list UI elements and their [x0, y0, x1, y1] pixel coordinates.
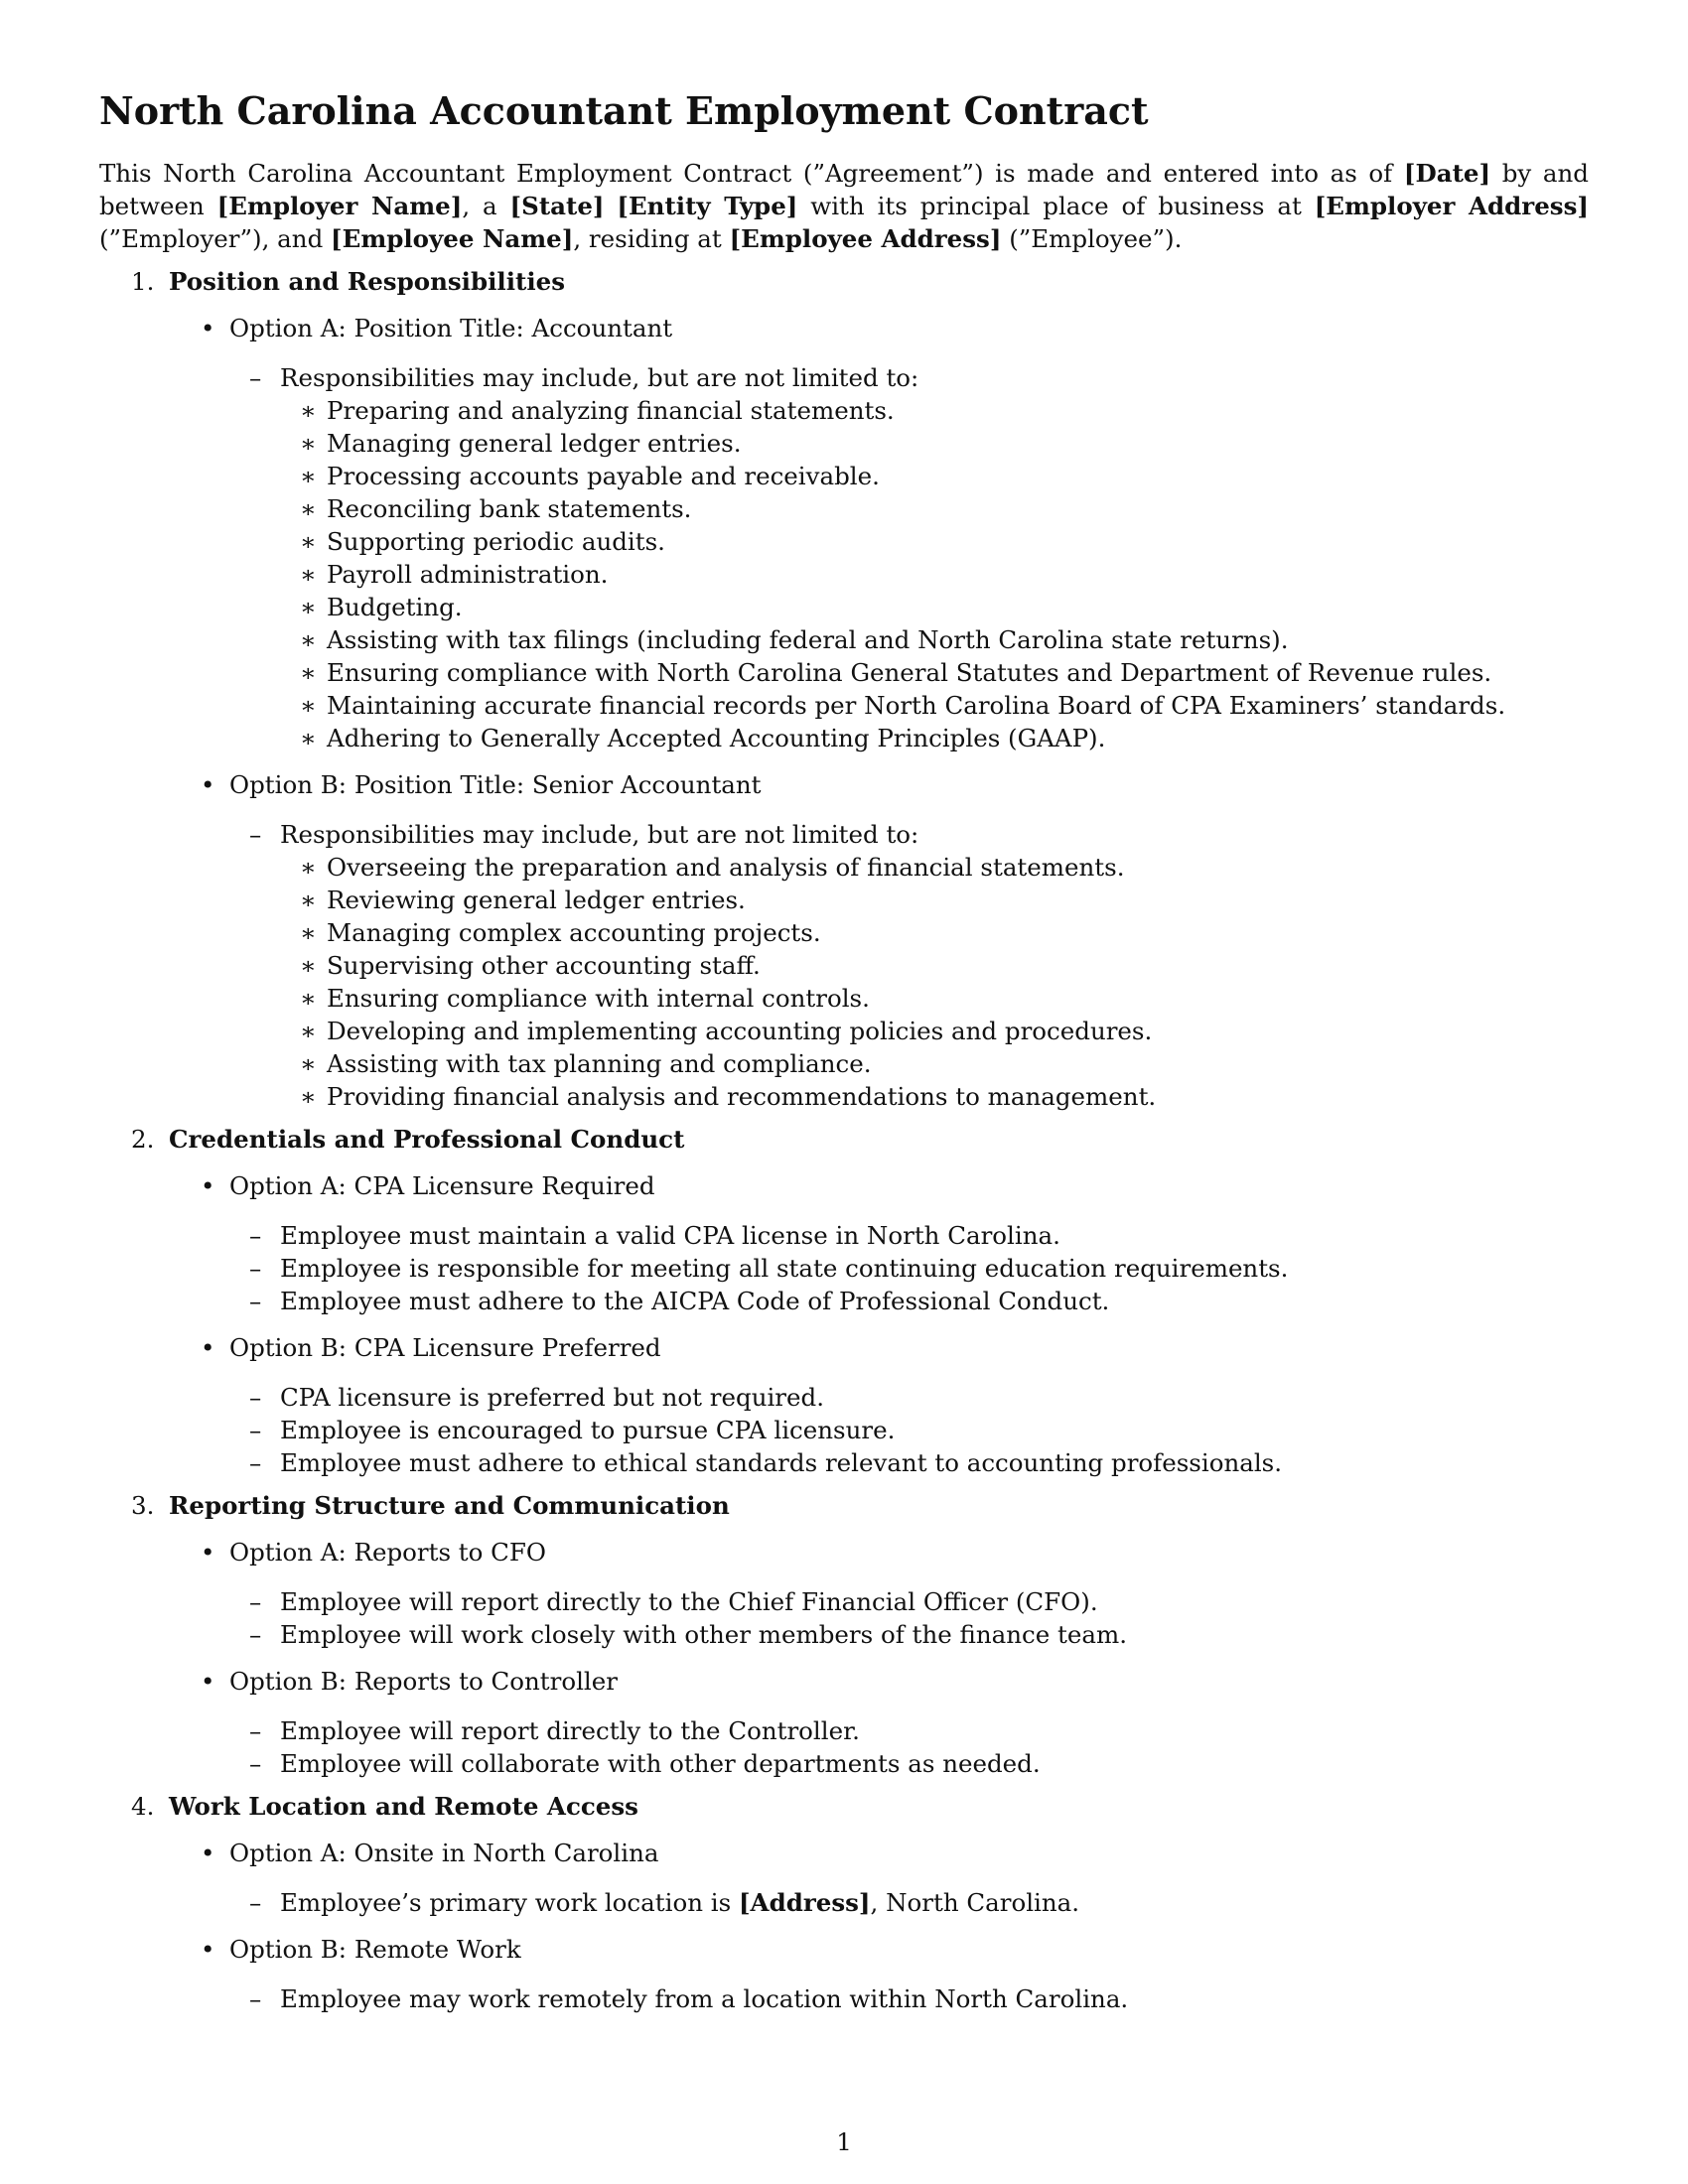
- option-1a: [99, 312, 1589, 344]
- asterisk-icon: ∗: [300, 494, 317, 523]
- dash-icon: –: [249, 1254, 262, 1283]
- sub-item-text: Employee may work remotely from a location within North Carolina.: [280, 1984, 1129, 2013]
- document-page: [99, 87, 1589, 2015]
- option-label: Option A: Onsite in North Carolina: [229, 1839, 659, 1867]
- list-item-text: Maintaining accurate financial records per North Carolina Board of CPA Examiners’ standards.: [327, 691, 1506, 720]
- list-item: [99, 689, 1589, 722]
- list-item: [99, 591, 1589, 623]
- list-item: [99, 884, 1589, 916]
- intro-text: , a: [462, 192, 510, 220]
- sub-item-text: Employee will collaborate with other departments as needed.: [280, 1749, 1041, 1778]
- intro-paragraph: [99, 157, 1589, 255]
- sub-item-text: Employee must adhere to ethical standards relevant to accounting professionals.: [280, 1448, 1283, 1477]
- option-4a: [99, 1837, 1589, 1869]
- intro-text: (”Employee”).: [1001, 224, 1183, 253]
- sub-item: [99, 1381, 1589, 1414]
- sub-item-text: Responsibilities may include, but are not limited to:: [280, 363, 919, 392]
- bullet-icon: •: [201, 1171, 215, 1200]
- asterisk-icon: ∗: [300, 1082, 317, 1111]
- sub-item: [99, 1886, 1589, 1919]
- option-4b: [99, 1933, 1589, 1966]
- option-label: Option B: Reports to Controller: [229, 1667, 618, 1696]
- sub-item: [99, 1285, 1589, 1317]
- list-item: [99, 949, 1589, 982]
- asterisk-icon: ∗: [300, 951, 317, 980]
- list-item-text: Supervising other accounting staff.: [327, 951, 761, 980]
- option-1b: [99, 768, 1589, 801]
- dash-icon: –: [249, 820, 262, 849]
- list-item: [99, 1047, 1589, 1080]
- dash-icon: –: [249, 1620, 262, 1649]
- list-item-text: Assisting with tax filings (including federal and North Carolina state returns).: [327, 625, 1289, 654]
- option-2a: [99, 1169, 1589, 1202]
- sub-item-text: , North Carolina.: [870, 1888, 1080, 1917]
- list-item-text: Ensuring compliance with internal controls.: [327, 984, 870, 1013]
- section-number: 2.: [131, 1125, 155, 1154]
- sub-item: [99, 1446, 1589, 1479]
- list-item: [99, 851, 1589, 884]
- intro-text: by and between: [99, 159, 1589, 220]
- dash-icon: –: [249, 1888, 262, 1917]
- section-number: 1.: [131, 267, 155, 296]
- section-title: Reporting Structure and Communication: [169, 1491, 730, 1520]
- dash-icon: –: [249, 1383, 262, 1412]
- list-item: [99, 525, 1589, 558]
- sub-item-text: Employee’s primary work location is: [280, 1888, 739, 1917]
- list-item: [99, 722, 1589, 754]
- list-item-text: Ensuring compliance with North Carolina General Statutes and Department of Revenue rules.: [327, 658, 1492, 687]
- sub-item-text: Employee will work closely with other members of the finance team.: [280, 1620, 1128, 1649]
- entity-type-placeholder: [Entity Type]: [617, 192, 798, 220]
- dash-icon: –: [249, 1587, 262, 1616]
- sub-item-text: Employee must adhere to the AICPA Code of Professional Conduct.: [280, 1287, 1110, 1315]
- intro-text: This North Carolina Accountant Employment Contract (”Agreement”) is made and entered into as of: [99, 159, 1404, 188]
- dash-icon: –: [249, 1448, 262, 1477]
- asterisk-icon: ∗: [300, 691, 317, 720]
- intro-text: [605, 192, 618, 220]
- employer-name-placeholder: [Employer Name]: [216, 192, 463, 220]
- section-3: [99, 1489, 1589, 1522]
- section-title: Position and Responsibilities: [169, 267, 566, 296]
- document-title: North Carolina Accountant Employment Contract: [99, 88, 1149, 133]
- asterisk-icon: ∗: [300, 918, 317, 947]
- asterisk-icon: ∗: [300, 560, 317, 589]
- sub-item: [99, 1747, 1589, 1780]
- page-number: 1: [836, 2127, 852, 2156]
- section-title: Work Location and Remote Access: [169, 1792, 638, 1821]
- option-label: Option A: Reports to CFO: [229, 1538, 547, 1567]
- asterisk-icon: ∗: [300, 1049, 317, 1078]
- list-item: [99, 492, 1589, 525]
- sub-item: [99, 361, 1589, 394]
- list-item-text: Providing financial analysis and recommendations to management.: [327, 1082, 1157, 1111]
- dash-icon: –: [249, 1287, 262, 1315]
- list-item: [99, 558, 1589, 591]
- employee-name-placeholder: [Employee Name]: [331, 224, 574, 253]
- section-title: Credentials and Professional Conduct: [169, 1125, 685, 1154]
- sub-item: [99, 1414, 1589, 1446]
- option-2b: [99, 1331, 1589, 1364]
- bullet-icon: •: [201, 1538, 215, 1567]
- list-item-text: Reconciling bank statements.: [327, 494, 692, 523]
- sub-item: [99, 1618, 1589, 1651]
- asterisk-icon: ∗: [300, 625, 317, 654]
- list-item-text: Budgeting.: [327, 593, 463, 621]
- asterisk-icon: ∗: [300, 853, 317, 882]
- list-item-text: Payroll administration.: [327, 560, 609, 589]
- intro-text: (”Employer”), and: [99, 224, 332, 253]
- section-2: [99, 1123, 1589, 1156]
- sub-item: [99, 818, 1589, 851]
- asterisk-icon: ∗: [300, 429, 317, 458]
- option-label: Option B: Remote Work: [229, 1935, 521, 1964]
- sub-item-text: Employee is responsible for meeting all state continuing education requirements.: [280, 1254, 1289, 1283]
- list-item: [99, 1015, 1589, 1047]
- dash-icon: –: [249, 363, 262, 392]
- list-item: [99, 982, 1589, 1015]
- dash-icon: –: [249, 1716, 262, 1745]
- list-item-text: Overseeing the preparation and analysis of financial statements.: [327, 853, 1125, 882]
- section-number: 3.: [131, 1491, 155, 1520]
- sub-item: [99, 1982, 1589, 2015]
- option-label: Option B: Position Title: Senior Accountant: [229, 770, 762, 799]
- asterisk-icon: ∗: [300, 724, 317, 752]
- list-item: [99, 1080, 1589, 1113]
- list-item: [99, 623, 1589, 656]
- list-item: [99, 427, 1589, 460]
- sub-item: [99, 1219, 1589, 1252]
- bullet-icon: •: [201, 770, 215, 799]
- sub-item-text: Employee is encouraged to pursue CPA licensure.: [280, 1416, 896, 1444]
- intro-text: , residing at: [573, 224, 730, 253]
- list-item-text: Reviewing general ledger entries.: [327, 886, 746, 914]
- bullet-icon: •: [201, 1935, 215, 1964]
- bullet-icon: •: [201, 314, 215, 342]
- asterisk-icon: ∗: [300, 527, 317, 556]
- asterisk-icon: ∗: [300, 886, 317, 914]
- list-item-text: Adhering to Generally Accepted Accounting Principles (GAAP).: [327, 724, 1106, 752]
- list-item-text: Processing accounts payable and receivable.: [327, 462, 880, 490]
- sub-item-text: CPA licensure is preferred but not required.: [280, 1383, 824, 1412]
- employer-address-placeholder: [Employer Address]: [1314, 192, 1589, 220]
- sub-item-text: Responsibilities may include, but are not limited to:: [280, 820, 919, 849]
- dash-icon: –: [249, 1416, 262, 1444]
- bullet-icon: •: [201, 1839, 215, 1867]
- sections-list: [99, 265, 1589, 2015]
- list-item: [99, 916, 1589, 949]
- sub-item: [99, 1252, 1589, 1285]
- dash-icon: –: [249, 1984, 262, 2013]
- dash-icon: –: [249, 1749, 262, 1778]
- address-placeholder: [Address]: [738, 1888, 871, 1917]
- list-item-text: Developing and implementing accounting policies and procedures.: [327, 1017, 1153, 1045]
- list-item-text: Assisting with tax planning and compliance.: [327, 1049, 872, 1078]
- asterisk-icon: ∗: [300, 984, 317, 1013]
- option-3a: [99, 1536, 1589, 1569]
- sub-item-text: Employee will report directly to the Chief Financial Officer (CFO).: [280, 1587, 1098, 1616]
- section-number: 4.: [131, 1792, 155, 1821]
- list-item-text: Supporting periodic audits.: [327, 527, 665, 556]
- option-label: Option A: CPA Licensure Required: [229, 1171, 655, 1200]
- section-4: [99, 1790, 1589, 1823]
- sub-item-text: Employee must maintain a valid CPA license in North Carolina.: [280, 1221, 1060, 1250]
- asterisk-icon: ∗: [300, 593, 317, 621]
- asterisk-icon: ∗: [300, 1017, 317, 1045]
- asterisk-icon: ∗: [300, 396, 317, 425]
- list-item-text: Preparing and analyzing financial statements.: [327, 396, 895, 425]
- list-item: [99, 394, 1589, 427]
- list-item-text: Managing complex accounting projects.: [327, 918, 821, 947]
- list-item: [99, 656, 1589, 689]
- option-3b: [99, 1665, 1589, 1698]
- state-placeholder: [State]: [509, 192, 605, 220]
- sub-item-text: Employee will report directly to the Controller.: [280, 1716, 860, 1745]
- option-label: Option B: CPA Licensure Preferred: [229, 1333, 661, 1362]
- asterisk-icon: ∗: [300, 462, 317, 490]
- employee-address-placeholder: [Employee Address]: [729, 224, 1002, 253]
- bullet-icon: •: [201, 1667, 215, 1696]
- list-item-text: Managing general ledger entries.: [327, 429, 742, 458]
- list-item: [99, 460, 1589, 492]
- section-1: [99, 265, 1589, 298]
- bullet-icon: •: [201, 1333, 215, 1362]
- option-label: Option A: Position Title: Accountant: [229, 314, 673, 342]
- sub-item: [99, 1714, 1589, 1747]
- intro-text: with its principal place of business at: [797, 192, 1315, 220]
- dash-icon: –: [249, 1221, 262, 1250]
- date-placeholder: [Date]: [1403, 159, 1491, 188]
- sub-item: [99, 1585, 1589, 1618]
- asterisk-icon: ∗: [300, 658, 317, 687]
